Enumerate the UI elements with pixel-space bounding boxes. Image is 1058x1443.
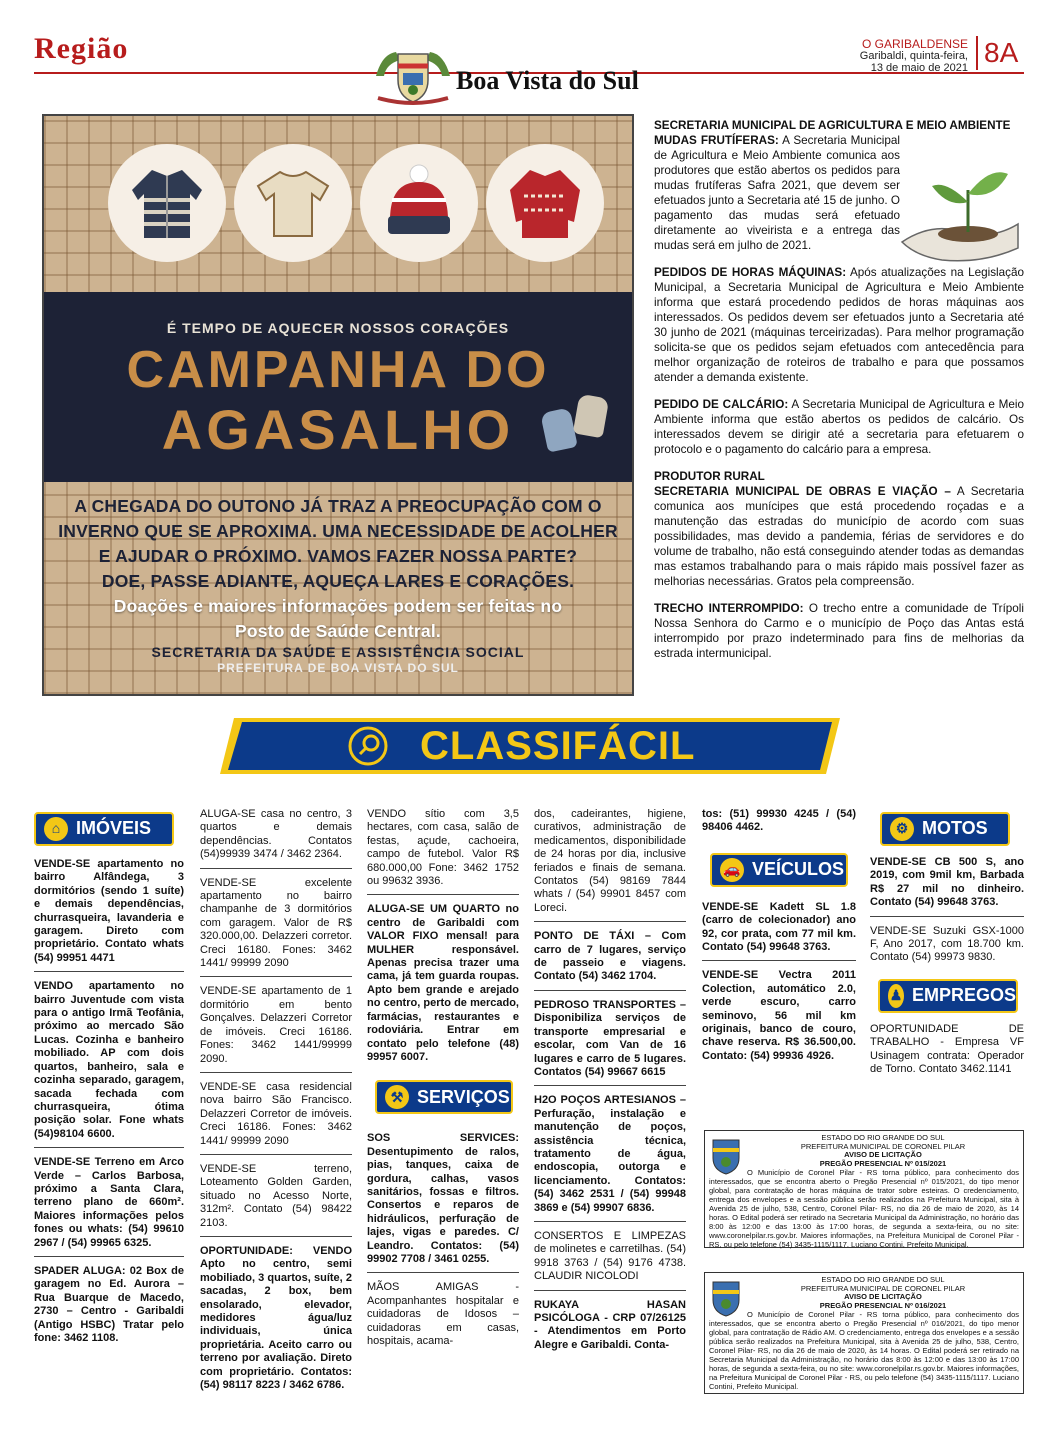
article-title: SECRETARIA MUNICIPAL DE OBRAS E VIAÇÃO – [654,485,951,498]
ad-divider [200,1072,352,1073]
notice-number: PREGÃO PRESENCIAL Nº 015/2021 [819,1158,947,1168]
article-body: O trecho entre a comunidade de Trípoli Nossa Senhora do Carmo e o município de Poço das Antas está interrompido por prazo indeterminado para fins de melhorias da estrada intermunicipal. [654,602,1025,660]
classified-ad: VENDE-SE excelente apartamento no bairro champanhe de 3 dormitórios com garagem. Valor de R$ 320.000,00. Delazzeri corretor. Creci 16180. Fones: 3462 1441/ 99999 2090 [200,876,352,970]
poster-title-line2: AGASALHO [161,398,515,461]
sweater-icon [502,160,588,246]
category-label: MOTOS [922,818,988,839]
agriculture-articles [654,118,1024,673]
notice-state: ESTADO DO RIO GRANDE DO SUL [821,1133,945,1142]
classified-ad: dos, cadeirantes, higiene, curativos, administração de medicamentos, disponibilidade de 24 horas por dia, inclusive feriados e finais de semana. Contatos (54) 98169 7844 whats / (54) 99901 8457 com Loreci. [534,808,686,914]
campaign-band [44,292,632,482]
house-icon: ⌂ [44,817,68,841]
article-body: Após atualizações na Legislação Municipal, a Secretaria Municipal de Agricultura e Meio Ambiente informa que estará procedendo pedidos de horas máquinas aos interessados. Os pedidos devem ser efetuados junto a Secretaria até 30 junho de 2021 (máquinas terceirizadas). Para melhor programação solicita-se que os pedidos sejam efetuados com antecedência para melhor organização de roteiros de trabalho e para que possamos atender a demanda existente. [654,266,1024,384]
article-kicker: PRODUTOR RURAL [654,470,765,483]
car-icon: 🚗 [720,858,744,882]
beanie-illustration [360,144,478,262]
poster-title-line1: CAMPANHA DO [126,341,550,399]
classified-ad: SOS SERVICES: Desentupimento de ralos, pias, tanques, caixa de gordura, calhas, vasos sanitários, fossas e filtros. Consertos e reparos de hidráulicos, perfuração de lajes, vigas e paredes. C/ Leandro. Contatos: (54) 99902 7708 / 3461 0255. [367,1132,519,1265]
classified-column [534,808,686,1358]
beanie-icon [376,160,462,246]
masthead [860,38,968,74]
poster-info-line: Posto de Saúde Central. [235,621,441,641]
classified-ad: RUKAYA HASAN PSICÓLOGA - CRP 07/26125 - Atendimentos em Porto Alegre e Garibaldi. Conta- [534,1298,686,1351]
classified-ad: PEDROSO TRANSPORTES – Disponibiliza serviços de transporte empresarial e escolar, com Van de 16 lugares e carro de 5 lugares. Contatos (54) 99667 6615 [534,998,686,1078]
ad-divider [534,1290,686,1291]
poster-prefecture: PREFEITURA DE BOA VISTA DO SUL [217,661,459,675]
category-label: VEÍCULOS [752,859,845,880]
category-motos [880,812,1010,846]
coronel-pilar-crest-icon [709,1278,743,1318]
wrench-icon: ⚒ [385,1085,409,1109]
classified-ad: SPADER ALUGA: 02 Box de garagem no Ed. Aurora – Rua Buarque de Macedo, 2730 – Centro - Garibaldi (Antigo HSBC) Tratar pelo fone: 3462 1108. [34,1264,184,1344]
location-line: Garibaldi, quinta-feira, [859,50,968,62]
article-body: A Secretaria Municipal de Agricultura e Meio Ambiente comunica aos produtores que estão abertos os pedidos para mudas frutíferas Safra 2021, que devem ser efetuados junto a Secretaria até 15 de junho. O pagamento das mudas será efetuado diretamente ao viveirista e a entrega das mudas será em julho de 2021. [654,134,900,252]
ad-divider [200,1154,352,1155]
paper-name: O GARIBALDENSE [861,37,968,51]
article-title: PEDIDOS DE HORAS MÁQUINAS: [654,266,847,279]
person-icon: ♟ [888,984,904,1008]
ad-divider [200,868,352,869]
bid-notice [704,1272,1024,1394]
article-title: TRECHO INTERROMPIDO: [654,602,804,615]
issue-date: 13 de maio de 2021 [870,62,968,74]
ad-divider [367,1272,519,1273]
ad-divider [367,894,519,895]
notice-number: PREGÃO PRESENCIAL Nº 016/2021 [819,1300,947,1310]
jacket-icon [124,160,210,246]
classified-ad: VENDE-SE apartamento de 1 dormitório em bento Gonçalves. Delazzeri Corretor de imóveis. Creci 16186. Fones: 3462 1441/99999 2090. [200,985,352,1065]
ad-divider [702,960,856,961]
classified-ad: VENDE-SE Terreno em Arco Verde – Carlos Barbosa, próximo a Santa Clara, terreno plano de 660m². Maiores informações pelos fones ou whats: (54) 99610 2967 / (54) 99965 6325. [34,1156,184,1249]
classified-ad: VENDE-SE terreno, Loteamento Golden Garden, situado no Acesso Norte, 312m². Contato (54) 98422 2103. [200,1162,352,1229]
notice-body: O Município de Coronel Pilar - RS torna público, para conhecimento dos interessados, que se encontra aberto o Pregão Presencial nº 015/2021, do tipo menor global, para contratação de horas máquina de trator sobre esteiras. O credenciamento, entrega dos envelopes e a sessão pública serão realizados na Prefeitura Municipal, sita à Avenida 25 de julho, 538, Centro, Coronel Pilar- RS, no dia 26 de maio de 2020, às 14 horas. O Edital poderá ser retirado na Secretaria Municipal da Administração, no horário das 8:00 às 12:00 e das 13:00 às 17:00 horas, de segunda a sexta-feira, ou no site: www.coronelpilar.rs.gov.br. Maiores informações, na Prefeitura Municipal de Coronel Pilar - RS, ou pelo telefone (54) 3435-1115/1117. Luciano Contini, Prefeito Municipal. [709,1168,1019,1249]
ad-divider [534,1221,686,1222]
classified-ad: CONSERTOS E LIMPEZAS de molinetes e carretilhas. (54) 9918 3763 / (54) 9176 4738. CLAUDIR NICOLODI [534,1229,686,1283]
ad-divider [534,1085,686,1086]
ad-divider [34,1147,184,1148]
poster-message [44,494,632,644]
notice-kind: AVISO DE LICITAÇÃO [844,1150,922,1159]
shirt-illustration [234,144,352,262]
motorcycle-icon: ⚙ [890,817,914,841]
municipal-crest-icon [372,46,454,106]
poster-secretariat: SECRETARIA DA SAÚDE E ASSISTÊNCIA SOCIAL [151,644,525,660]
sweater-illustration [486,144,604,262]
ad-divider [34,1256,184,1257]
classified-ad: VENDE-SE Kadett SL 1.8 (carro de colecionador) ano 92, cor prata, com 77 mil km. Contato (54) 99648 3763. [702,900,856,954]
poster-line: INVERNO QUE SE APROXIMA. UMA NECESSIDADE DE ACOLHER [58,521,618,541]
classified-ad: VENDO apartamento no bairro Juventude com vista para o antigo Irmã Teofânia, próximo ao mercado São Lucas. Cozinha e banheiro mobiliado. AP com dois quartos, banheiro, sala e cozinha separado, garagem, sacada fechada com churrasqueira, ótima posição solar. Fone whats (54)98104 6600. [34,980,184,1140]
article-body: A Secretaria comunica aos munícipes que está procedendo roçadas e a manutenção das estradas do município de acordo com suas possibilidades, mas devido a pandemia, férias de servidores e do volume de trabalho, não está conseguindo atender todas as demandas mas estamos trabalhando para o mais rápido mais possível fazer as melhorias necessárias. Gratos pela compreensão. [654,485,1024,588]
classified-ad: ALUGA-SE UM QUARTO no centro de Garibaldi com VALOR FIXO mensal! para MULHER responsável. Apenas precisa trazer uma cama, já tem guarda roupas. Apto bem grande e arejado no centro, perto de mercado, farmácias, restaurantes e rodoviária. Entrar em contato pelo telefone (48) 99957 6007. [367,903,519,1063]
classified-ad: MÃOS AMIGAS - Acompanhantes hospitalar e cuidadoras de Idosos – cuidadoras em casas, hospitais, acama- [367,1281,519,1347]
notice-state: ESTADO DO RIO GRANDE DO SUL [821,1275,945,1284]
classified-ad: VENDE-SE apartamento no bairro Alfândega, 3 dormitórios (sendo 1 suíte) e demais dependências, churrasqueira, lavanderia e garagem. Direto com proprietário. Contato whats (54) 99951 4471 [34,858,184,964]
poster-info-line: Doações e maiores informações podem ser feitas no [113,596,563,616]
classified-column [200,808,352,1398]
classified-ad: VENDE-SE Suzuki GSX-1000 F, Ano 2017, com 18.700 km. Contato (54) 99973 9830. [870,924,1024,964]
classifacil-title: CLASSIFÁCIL [420,724,696,768]
category-veiculos [710,853,848,887]
classified-column [367,808,519,1354]
ad-divider [200,976,352,977]
category-imoveis [34,812,174,846]
page-number: 8A [976,36,1018,70]
classified-ad: OPORTUNIDADE DE TRABALHO - Empresa VF Usinagem contrata: Operador de Torno. Contato 3462.1141 [870,1022,1024,1076]
notice-prefecture: PREFEITURA MUNICIPAL DE CORONEL PILAR [800,1283,966,1293]
classified-ad: OPORTUNIDADE: VENDO Apto no centro, semi mobiliado, 3 quartos, suíte, 2 sacadas, 2 box, bem ensolarado, elevador, medidores água/luz individuais, única proprietária. Aceito carro ou terreno por avaliação. Direto com proprietário. Contatos: (54) 98117 8223 / 3462 6786. [200,1244,352,1392]
ad-divider [200,1236,352,1237]
poster-line: DOE, PASSE ADIANTE, AQUEÇA LARES E CORAÇÕES. [101,571,575,591]
classified-ad: tos: (51) 99930 4245 / (54) 98406 4462. [702,808,856,834]
article-title: PEDIDO DE CALCÁRIO: [654,398,789,411]
category-servicos [375,1080,513,1114]
category-empregos [878,979,1018,1013]
poster-line: A CHEGADA DO OUTONO JÁ TRAZ A PREOCUPAÇÃO COM O [74,496,602,516]
classified-ad: VENDE-SE Vectra 2011 Colection, automático 2.0, verde escuro, carro seminovo, 56 mil km originais, banco de couro, chave reserva. R$ 36.500,00. Contato: (54) 99936 4926. [702,969,856,1062]
classified-ad: ALUGA-SE casa no centro, 3 quartos e demais dependências. Contatos (54)99939 3474 / 3462 2364. [200,808,352,861]
campaign-poster [42,114,634,696]
notice-body: O Município de Coronel Pilar - RS torna público, para conhecimento dos interessados, que se encontra aberto o Pregão Presencial nº 016/2021, do tipo menor global, para contratação de Rádio AM. O credenciamento, entrega dos envelopes e a sessão pública serão realizados na Prefeitura Municipal, sita à Avenida 25 de julho, 538, Centro, Coronel Pilar- RS, no dia 26 de maio de 2020, às 14 horas. O Edital poderá ser retirado na Secretaria Municipal da Administração, no horário das 8:00 às 12:00 e das 13:00 às 17:00 horas, de segunda a sexta-feira, ou no site: www.coronelpilar.rs.gov.br. Maiores informações, na Prefeitura Municipal de Coronel Pilar - RS, ou pelo telefone (54) 3435-1115/1117. Luciano Contini, Prefeito Municipal. [709,1310,1019,1391]
notice-prefecture: PREFEITURA MUNICIPAL DE CORONEL PILAR [800,1141,966,1151]
classified-column [702,808,856,1069]
category-label: SERVIÇOS [417,1086,510,1107]
classified-ad: VENDE-SE CB 500 S, ano 2019, com 9mil km, Barbada R$ 27 mil no dinheiro. Contato (54) 99648 3763. [870,856,1024,909]
classified-ad: H2O POÇOS ARTESIANOS – Perfuração, instalação e manutenção de poços, assistência técnica, tratamento de água, endoscopia, outorga e licenciamento. Contatos: (54) 3462 2531 / (54) 99948 3869 e (54) 99907 6836. [534,1094,686,1214]
poster-line: E AJUDAR O PRÓXIMO. VAMOS FAZER NOSSA PARTE? [98,546,578,566]
section-title: Região [34,32,129,65]
coronel-pilar-crest-icon [709,1136,743,1176]
jacket-illustration [108,144,226,262]
category-label: IMÓVEIS [76,818,152,839]
classified-column [34,812,184,1351]
tshirt-icon [250,160,336,246]
notice-kind: AVISO DE LICITAÇÃO [844,1292,922,1301]
article-body: A Secretaria Municipal de Agricultura e Meio Ambiente informa que estão abertos os pedidos de calcário. Os interessados devem se dirigir até a secretaria para efetuarem o protocolo e o pagamento do calcário para a empresa. [654,398,1024,456]
poster-tagline: É TEMPO DE AQUECER NOSSOS CORAÇÕES [166,320,510,336]
classified-ad: PONTO DE TÁXI – Com carro de 7 lugares, serviço de passeio e viagens. Contato (54) 3462 1704. [534,930,686,983]
ad-divider [34,971,184,972]
town-name: Boa Vista do Sul [456,66,639,95]
article-section-head: SECRETARIA MUNICIPAL DE AGRICULTURA E MEIO AMBIENTE [654,119,1011,132]
article-title: MUDAS FRUTÍFERAS: [654,134,779,147]
classified-ad: VENDE-SE casa residencial nova bairro São Francisco. Delazzeri Corretor de imóveis. Creci 16186. Fones: 3462 1441/ 99999 2090 [200,1080,352,1147]
bid-notice [704,1130,1024,1248]
ad-divider [534,921,686,922]
category-label: EMPREGOS [911,985,1016,1006]
classified-column [870,812,1024,1082]
ad-divider [534,990,686,991]
classified-ad: VENDO sítio com 3,5 hectares, com casa, salão de festas, açude, cachoeira, campo de futebol. Valor R$ 680.000,00 Fone: 3462 1752 ou 99632 3936. [367,808,519,888]
ad-divider [870,916,1024,917]
